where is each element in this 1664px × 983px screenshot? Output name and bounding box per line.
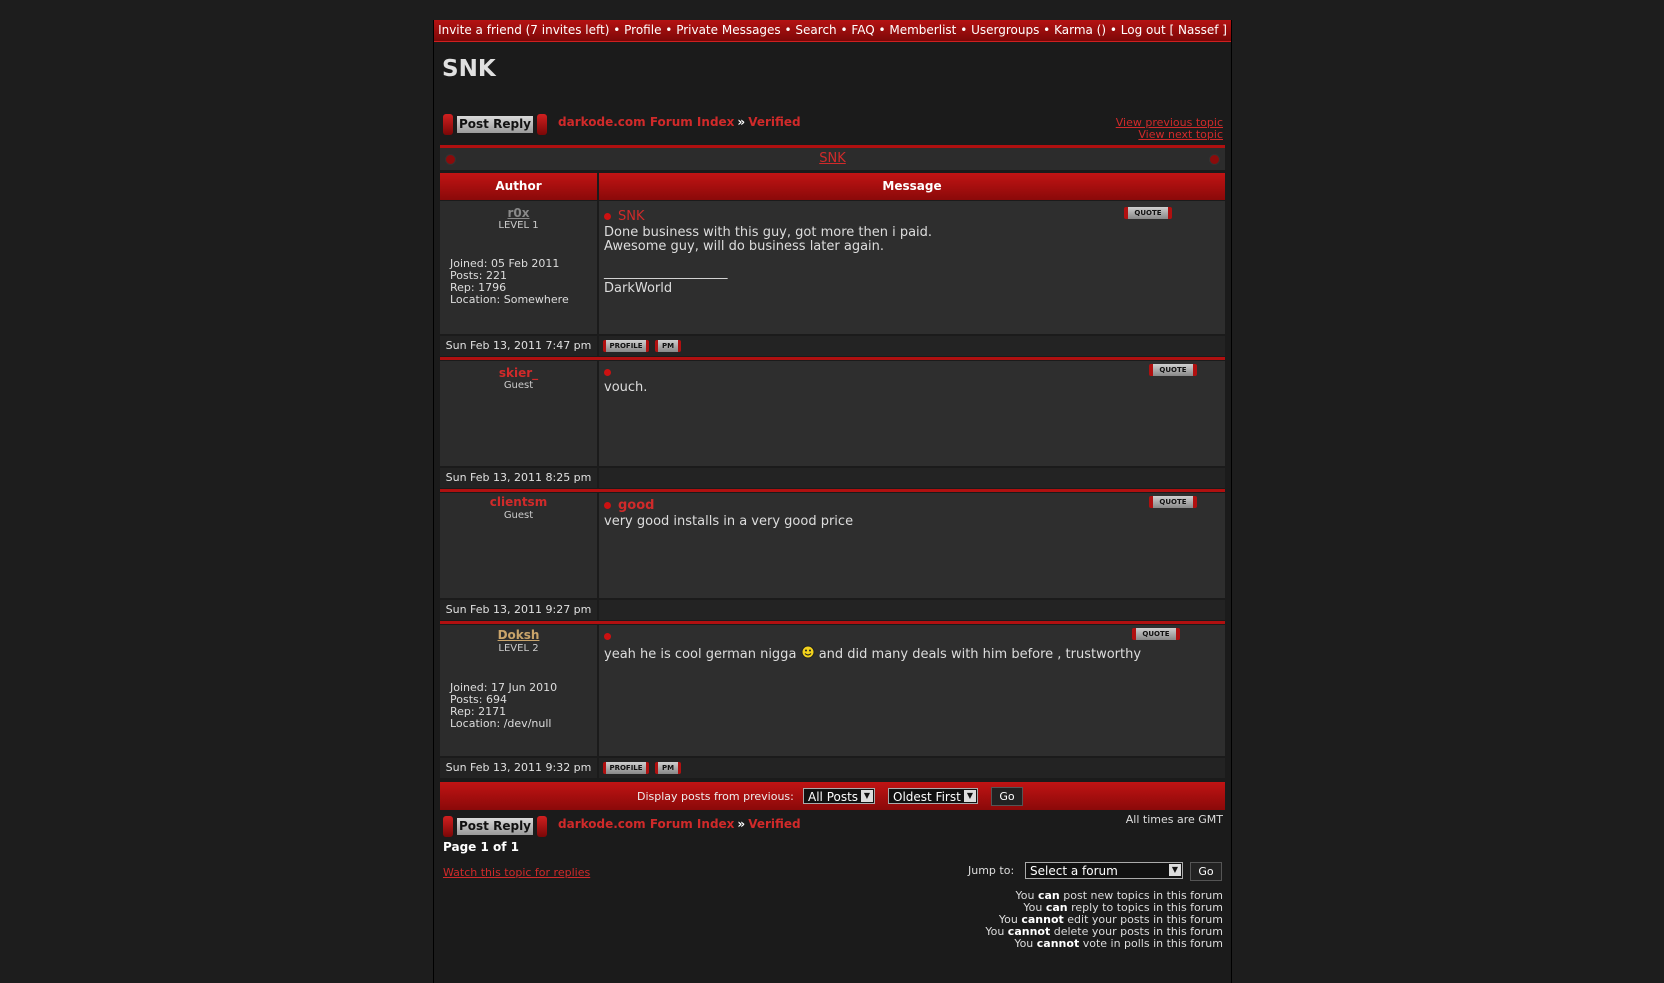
topic-title-link[interactable]: SNK	[819, 151, 846, 166]
button-cap-right	[537, 114, 547, 135]
post-date: Sun Feb 13, 2011 8:25 pm	[440, 468, 599, 488]
post-author-name[interactable]: clientsm	[489, 495, 548, 509]
topic-navigation	[1116, 117, 1223, 141]
signature: DarkWorld	[604, 281, 673, 296]
display-posts-bar	[440, 782, 1225, 810]
post-author-name[interactable]: skier_	[498, 366, 539, 380]
display-go-button[interactable]: Go	[991, 787, 1023, 806]
post-body: very good installs in a very good price	[604, 514, 854, 529]
post-author-rank: Guest	[503, 510, 534, 521]
breadcrumb-verified[interactable]: Verified	[748, 115, 801, 129]
post-footer-actions	[599, 468, 1225, 488]
message-column-header: Message	[599, 173, 1225, 200]
post-separator	[440, 621, 1225, 624]
breadcrumb-forum-index[interactable]: darkode.com Forum Index	[558, 817, 735, 831]
permission-line: You cannot edit your posts in this forum	[998, 913, 1223, 926]
breadcrumb: darkode.com Forum Index » Verified	[558, 817, 801, 831]
post-separator	[440, 357, 1225, 360]
profile-button[interactable]: PROFILE	[603, 340, 649, 352]
display-range-select[interactable]: All Posts ▼	[803, 788, 875, 804]
post-subject: SNK	[604, 209, 645, 224]
nav-faq[interactable]: FAQ	[851, 23, 875, 37]
post-separator	[440, 489, 1225, 492]
post-bullet-icon	[604, 369, 611, 376]
right-dot-icon	[1209, 154, 1220, 165]
jump-to-select[interactable]: Select a forum ▼	[1025, 862, 1183, 879]
post-author-rank: Guest	[503, 380, 534, 391]
post-footer-actions	[599, 758, 1225, 778]
top-navigation: Invite a friend (7 invites left) • Profile • Private Messages • Search • FAQ • Memberlist • Usergroups • Karma () • Log out [ Nassef ]	[434, 20, 1231, 42]
post-author-rank: LEVEL 2	[498, 643, 539, 654]
quote-button[interactable]: QUOTE	[1149, 364, 1197, 376]
view-previous-topic-link[interactable]: View previous topic	[1115, 116, 1223, 129]
post-author-cell	[440, 361, 599, 466]
post-date: Sun Feb 13, 2011 9:32 pm	[440, 758, 599, 778]
nav-usergroups[interactable]: Usergroups	[971, 23, 1040, 37]
button-cap-left	[443, 816, 453, 837]
permission-line: You can post new topics in this forum	[1015, 889, 1223, 902]
button-cap-right	[537, 816, 547, 837]
view-next-topic-link[interactable]: View next topic	[1138, 128, 1223, 141]
dropdown-arrow-icon: ▼	[1169, 864, 1181, 876]
nav-invite[interactable]: Invite a friend (7 invites left)	[438, 23, 610, 37]
nav-profile[interactable]: Profile	[624, 23, 662, 37]
topic-title-bar	[440, 145, 1225, 170]
post-bullet-icon	[604, 213, 611, 220]
post-subject	[604, 629, 618, 644]
forum-permissions	[985, 890, 1223, 950]
watch-topic-link[interactable]: Watch this topic for replies	[443, 866, 591, 879]
post-author-info: Joined: 05 Feb 2011 Posts: 221 Rep: 1796 Location: Somewhere	[450, 257, 569, 306]
display-posts-label: Display posts from previous:	[637, 790, 794, 803]
post-date: Sun Feb 13, 2011 9:27 pm	[440, 600, 599, 620]
post-message-cell	[599, 625, 1225, 756]
jump-go-button[interactable]: Go	[1190, 862, 1222, 881]
post-reply-button[interactable]: Post Reply	[443, 816, 547, 837]
permission-line: You cannot delete your posts in this forum	[985, 925, 1223, 938]
jump-to-label: Jump to:	[968, 864, 1015, 877]
post-body: Done business with this guy, got more then i paid. Awesome guy, will do business later again. ___________________ DarkWorld	[604, 225, 933, 296]
post-author-cell	[440, 201, 599, 334]
post-reply-button[interactable]: Post Reply	[443, 114, 547, 135]
pm-button[interactable]: PM	[655, 340, 681, 352]
breadcrumb-forum-index[interactable]: darkode.com Forum Index	[558, 115, 735, 129]
post-footer-actions	[599, 600, 1225, 620]
post-author-cell	[440, 493, 599, 598]
page-title: SNK	[442, 56, 496, 82]
breadcrumb: darkode.com Forum Index » Verified	[558, 115, 801, 129]
post-author-name[interactable]: Doksh	[497, 628, 540, 642]
left-dot-icon	[445, 154, 456, 165]
post-bullet-icon	[604, 633, 611, 640]
display-order-select[interactable]: Oldest First ▼	[888, 788, 978, 804]
nav-karma[interactable]: Karma ()	[1054, 23, 1107, 37]
quote-button[interactable]: QUOTE	[1149, 496, 1197, 508]
post-subject	[604, 365, 618, 380]
quote-button[interactable]: QUOTE	[1124, 207, 1172, 219]
page-container	[433, 20, 1232, 983]
nav-private-messages[interactable]: Private Messages	[676, 23, 781, 37]
profile-button[interactable]: PROFILE	[603, 762, 649, 774]
signature-line: ___________________	[604, 265, 728, 280]
nav-search[interactable]: Search	[795, 23, 837, 37]
page-info: Page 1 of 1	[443, 840, 519, 854]
dropdown-arrow-icon: ▼	[964, 790, 976, 802]
permission-line: You cannot vote in polls in this forum	[1014, 937, 1223, 950]
quote-button[interactable]: QUOTE	[1132, 628, 1180, 640]
post-author-rank: LEVEL 1	[498, 220, 539, 231]
post-message-cell	[599, 361, 1225, 466]
post-author-info: Joined: 17 Jun 2010 Posts: 694 Rep: 2171 Location: /dev/null	[450, 681, 558, 730]
timezone-note: All times are GMT	[1125, 813, 1223, 826]
post-footer-actions	[599, 336, 1225, 356]
dropdown-arrow-icon: ▼	[861, 790, 873, 802]
post-body: yeah he is cool german nigga and did many deals with him before , trustworthy	[604, 647, 1142, 662]
post-message-cell	[599, 201, 1225, 334]
author-column-header: Author	[440, 173, 597, 200]
post-author-name[interactable]: r0x	[507, 206, 530, 220]
smiley-icon	[801, 645, 815, 659]
post-body: vouch.	[604, 380, 648, 395]
post-date: Sun Feb 13, 2011 7:47 pm	[440, 336, 599, 356]
breadcrumb-verified[interactable]: Verified	[748, 817, 801, 831]
post-author-cell	[440, 625, 599, 756]
button-cap-left	[443, 114, 453, 135]
permission-line: You can reply to topics in this forum	[1023, 901, 1223, 914]
nav-logout[interactable]: Log out [ Nassef ]	[1120, 23, 1227, 37]
pm-button[interactable]: PM	[655, 762, 681, 774]
post-message-cell	[599, 493, 1225, 598]
post-subject: good	[604, 498, 654, 513]
post-bullet-icon	[604, 502, 611, 509]
nav-memberlist[interactable]: Memberlist	[889, 23, 957, 37]
